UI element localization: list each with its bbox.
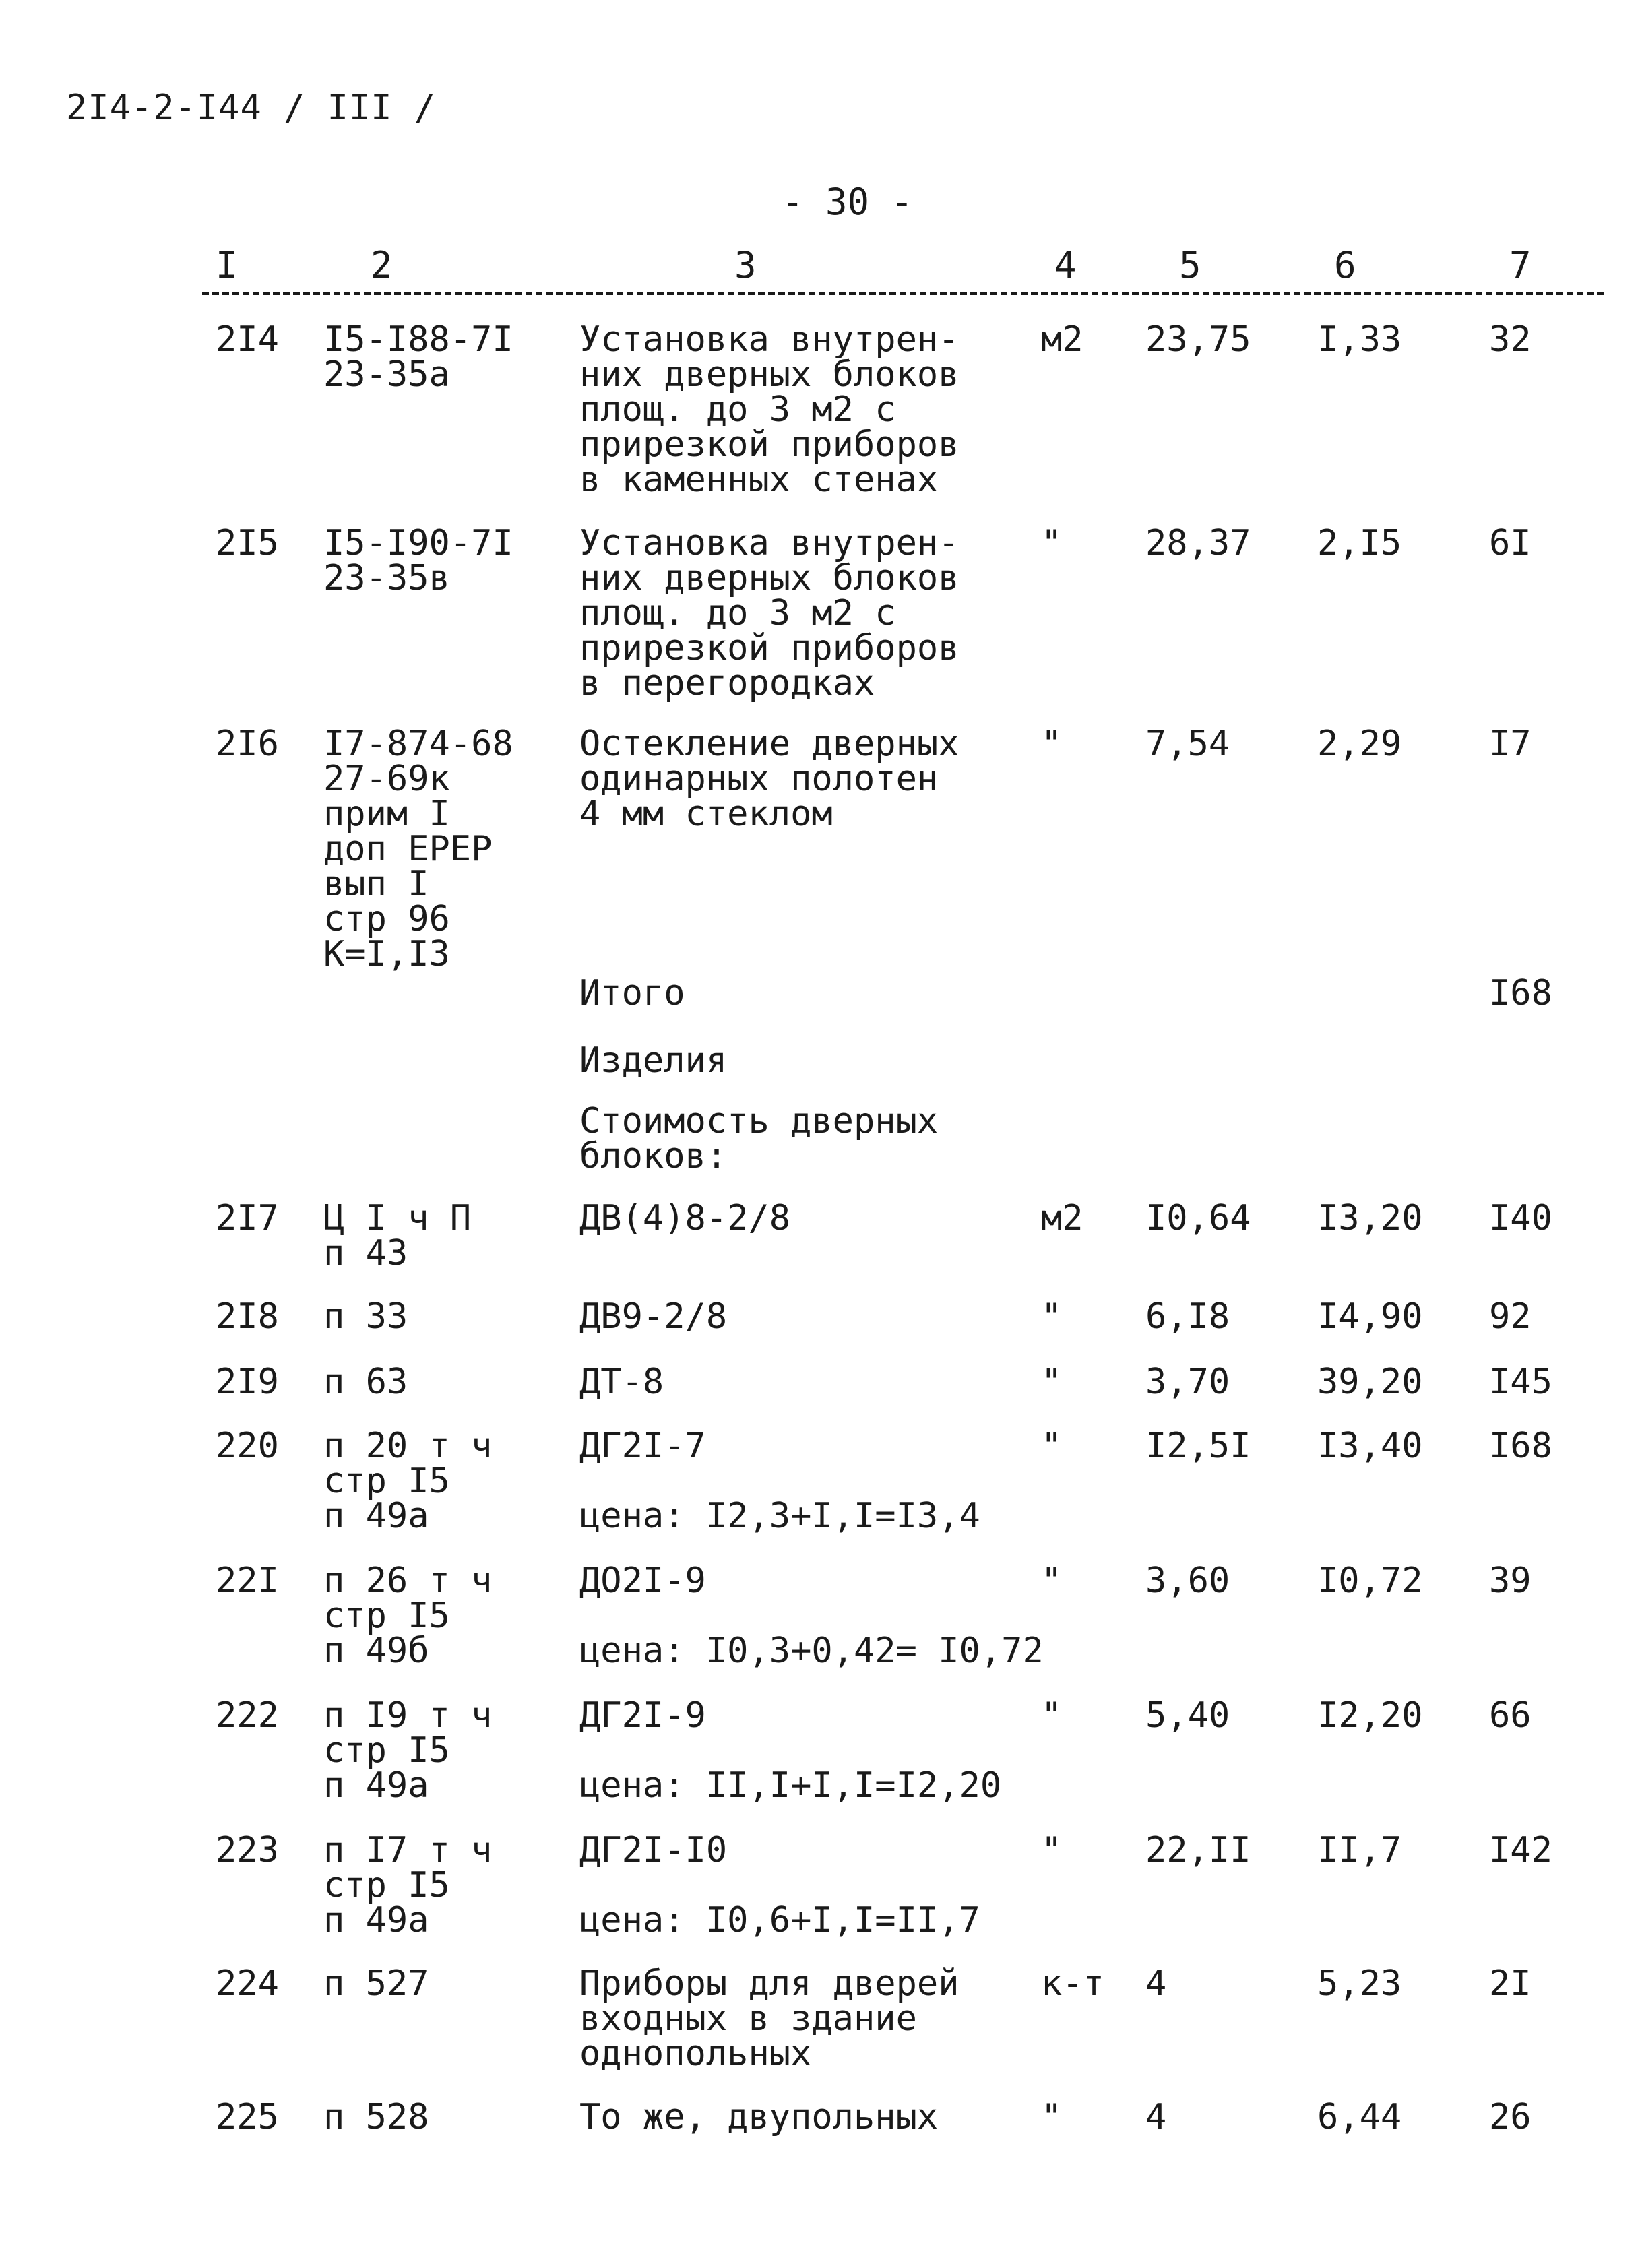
row-unit: "	[1041, 523, 1063, 563]
row-price: I4,90	[1317, 1296, 1423, 1337]
row-code: п 63	[323, 1362, 408, 1402]
row-price: I,33	[1317, 319, 1402, 360]
row-code: п I9 т ч стр I5 п 49а	[323, 1695, 493, 1806]
row-number: 2I4	[216, 319, 279, 360]
row-total: 6I	[1489, 523, 1532, 563]
row-quantity: I2,5I	[1145, 1426, 1251, 1466]
row-code: п 528	[323, 2097, 429, 2137]
row-description: Приборы для дверей входных в здание однопольных	[579, 1963, 959, 2074]
row-quantity: 3,70	[1145, 1362, 1230, 1402]
row-quantity: 4	[1145, 2097, 1167, 2137]
header-col-3: 3	[734, 244, 757, 286]
row-price: 2,29	[1317, 724, 1402, 764]
row-total: I40	[1489, 1198, 1552, 1238]
row-description: ДО2I-9 цена: I0,3+0,42= I0,72	[579, 1561, 1044, 1671]
page-number: - 30 -	[782, 181, 914, 223]
row-unit: "	[1041, 2097, 1063, 2137]
row-number: 2I6	[216, 724, 279, 764]
header-dashed-line	[202, 292, 1604, 295]
row-description: Остекление дверных одинарных полотен 4 мм стеклом	[579, 724, 959, 834]
row-quantity: I0,64	[1145, 1198, 1251, 1238]
row-price: I3,40	[1317, 1426, 1423, 1466]
row-description: ДГ2I-9 цена: II,I+I,I=I2,20	[579, 1695, 1002, 1806]
row-code: I5-I90-7I 23-35в	[323, 523, 513, 598]
row-code: п 20 т ч стр I5 п 49а	[323, 1426, 493, 1536]
row-number: 2I5	[216, 523, 279, 563]
row-total: 39	[1489, 1561, 1532, 1601]
header-col-7: 7	[1509, 244, 1532, 286]
row-total: 2I	[1489, 1963, 1532, 2004]
row-description: Итого	[579, 973, 685, 1013]
table-header	[202, 244, 1604, 298]
row-code: I5-I88-7I 23-35a	[323, 319, 513, 395]
row-price: 2,I5	[1317, 523, 1402, 563]
row-quantity: 6,I8	[1145, 1296, 1230, 1337]
row-code: п I7 т ч стр I5 п 49а	[323, 1830, 493, 1941]
row-unit: "	[1041, 1695, 1063, 1736]
row-code: п 527	[323, 1963, 429, 2004]
row-unit: "	[1041, 1426, 1063, 1466]
row-number: 2I8	[216, 1296, 279, 1337]
header-col-4: 4	[1054, 244, 1077, 286]
row-price: 6,44	[1317, 2097, 1402, 2137]
row-number: 220	[216, 1426, 279, 1466]
row-description: Стоимость дверных блоков:	[579, 1101, 939, 1176]
row-total: I42	[1489, 1830, 1552, 1870]
row-unit: "	[1041, 724, 1063, 764]
row-total: I45	[1489, 1362, 1552, 1402]
row-unit: к-т	[1041, 1963, 1104, 2004]
row-unit: "	[1041, 1362, 1063, 1402]
row-total: 26	[1489, 2097, 1532, 2137]
row-description: То же, двупольных	[579, 2097, 939, 2137]
row-quantity: 7,54	[1145, 724, 1230, 764]
header-col-1: I	[216, 244, 238, 286]
row-description: Изделия	[579, 1040, 728, 1081]
row-price: II,7	[1317, 1830, 1402, 1870]
row-description: ДТ-8	[579, 1362, 664, 1402]
row-unit: м2	[1041, 319, 1083, 360]
row-number: 224	[216, 1963, 279, 2004]
row-quantity: 28,37	[1145, 523, 1251, 563]
row-description: ДВ(4)8-2/8	[579, 1198, 791, 1238]
row-description: ДВ9-2/8	[579, 1296, 728, 1337]
row-description: Установка внутрен- них дверных блоков площ. до 3 м2 с прирезкой приборов в каменных стенах	[579, 319, 959, 500]
row-number: 222	[216, 1695, 279, 1736]
row-unit: м2	[1041, 1198, 1083, 1238]
row-code: I7-874-68 27-69к прим I доп ЕРЕР вып I стр 96 К=I,I3	[323, 724, 513, 974]
row-total: 92	[1489, 1296, 1532, 1337]
row-number: 2I9	[216, 1362, 279, 1402]
row-number: 22I	[216, 1561, 279, 1601]
row-total: 66	[1489, 1695, 1532, 1736]
row-description: ДГ2I-7 цена: I2,3+I,I=I3,4	[579, 1426, 980, 1536]
row-total: I7	[1489, 724, 1532, 764]
row-number: 2I7	[216, 1198, 279, 1238]
row-total: I68	[1489, 1426, 1552, 1466]
row-quantity: 5,40	[1145, 1695, 1230, 1736]
row-description: ДГ2I-I0 цена: I0,6+I,I=II,7	[579, 1830, 980, 1941]
header-col-6: 6	[1334, 244, 1356, 286]
header-col-2: 2	[371, 244, 393, 286]
row-price: I0,72	[1317, 1561, 1423, 1601]
row-quantity: 3,60	[1145, 1561, 1230, 1601]
row-price: 5,23	[1317, 1963, 1402, 2004]
document-code: 2I4-2-I44 / III /	[66, 88, 437, 128]
row-unit: "	[1041, 1830, 1063, 1870]
row-unit: "	[1041, 1296, 1063, 1337]
row-price: I3,20	[1317, 1198, 1423, 1238]
row-number: 225	[216, 2097, 279, 2137]
row-description: Установка внутрен- них дверных блоков площ. до 3 м2 с прирезкой приборов в перегородках	[579, 523, 959, 703]
row-quantity: 23,75	[1145, 319, 1251, 360]
header-col-5: 5	[1179, 244, 1201, 286]
row-code: п 26 т ч стр I5 п 49б	[323, 1561, 493, 1671]
row-price: I2,20	[1317, 1695, 1423, 1736]
row-total: 32	[1489, 319, 1532, 360]
row-number: 223	[216, 1830, 279, 1870]
row-price: 39,20	[1317, 1362, 1423, 1402]
row-total: I68	[1489, 973, 1552, 1013]
row-code: Ц I ч П п 43	[323, 1198, 472, 1273]
row-quantity: 22,II	[1145, 1830, 1251, 1870]
row-quantity: 4	[1145, 1963, 1167, 2004]
row-code: п 33	[323, 1296, 408, 1337]
row-unit: "	[1041, 1561, 1063, 1601]
